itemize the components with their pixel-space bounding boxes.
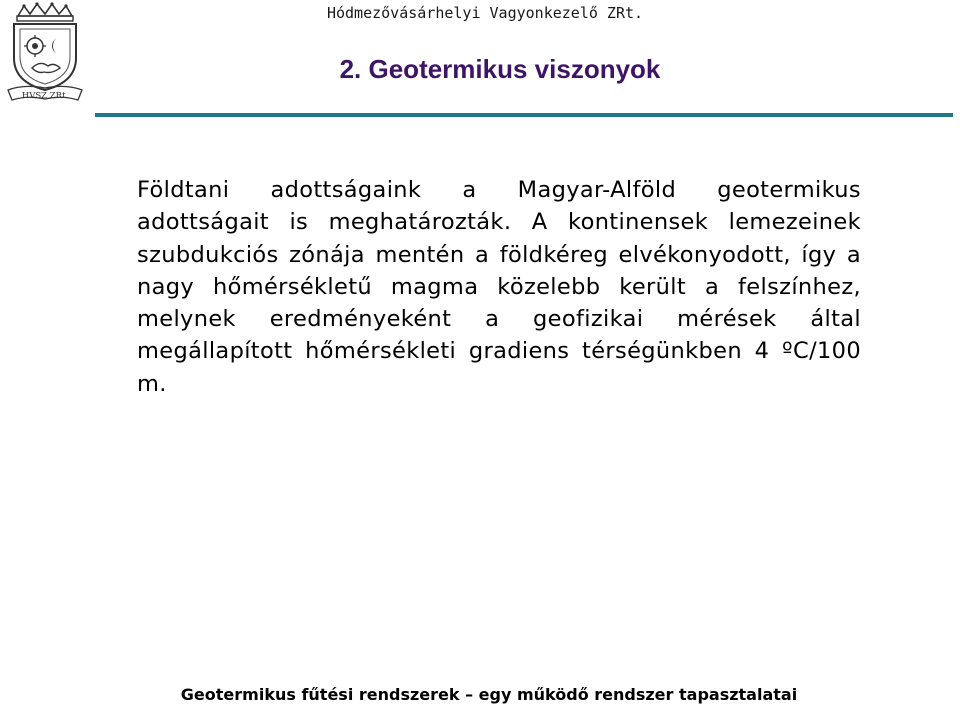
- slide-footer: Geotermikus fűtési rendszerek – egy működő rendszer tapasztalatai: [180, 685, 798, 704]
- slide-title: 2. Geotermikus viszonyok: [339, 54, 661, 84]
- slide-body-text: Földtani adottságaink a Magyar-Alföld geotermikus adottságait is meghatározták. A kontinensek lemezeinek szubdukciós zónája mentén a földkéreg elvékonyodott, így a nagy hőmérsékletű magma közelebb került a felszínhez, melynek eredményeként a geofizikai mérések által megállapított hőmérsékleti gradiens térségünkben 4 ºC/100 m.: [137, 177, 861, 397]
- title-divider: [95, 113, 953, 117]
- company-name: Hódmezővásárhelyi Vagyonkezelő ZRt.: [326, 4, 644, 22]
- logo-text: HVSZ ZRt.: [21, 91, 69, 101]
